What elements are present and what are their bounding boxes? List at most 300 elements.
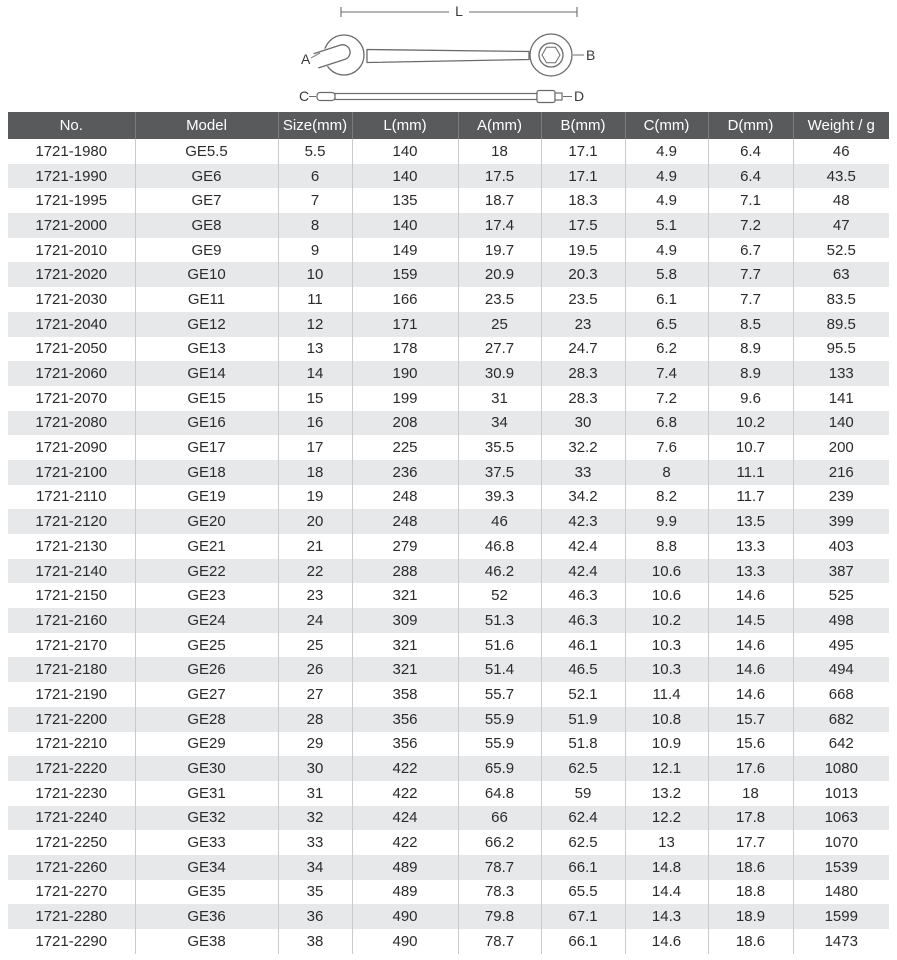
table-cell: 17.1: [541, 164, 625, 189]
table-cell: 30: [541, 411, 625, 436]
table-cell: 18.3: [541, 188, 625, 213]
column-header: B(mm): [541, 112, 625, 139]
table-cell: 66: [458, 806, 541, 831]
table-cell: 1721-2030: [35, 290, 108, 308]
table-cell: GE18: [135, 460, 278, 485]
table-cell: 14.6: [708, 583, 793, 608]
dim-label-length: L: [454, 3, 463, 19]
table-cell: 9: [278, 238, 352, 263]
table-cell: 62.4: [541, 806, 625, 831]
table-cell: GE28: [135, 707, 278, 732]
table-cell: 42.3: [541, 509, 625, 534]
table-cell: 1721-2130: [35, 537, 108, 555]
table-cell: GE14: [135, 361, 278, 386]
wrench-spec-table: [8, 112, 889, 954]
table-cell: 1721-2000: [35, 216, 108, 234]
table-cell: GE36: [135, 904, 278, 929]
table-cell: 35: [278, 880, 352, 905]
table-cell: 18: [708, 781, 793, 806]
table-cell: 248: [352, 485, 458, 510]
table-cell: 190: [352, 361, 458, 386]
table-row: [8, 707, 889, 732]
table-cell: 490: [352, 929, 458, 954]
table-cell: 64.8: [458, 781, 541, 806]
table-cell: 5.5: [278, 139, 352, 164]
table-row: [8, 262, 889, 287]
table-cell: 1721-1995: [35, 192, 108, 210]
table-cell: 403: [793, 534, 889, 559]
table-cell: 135: [352, 188, 458, 213]
table-cell: 13.3: [708, 559, 793, 584]
wrench-side-view: [317, 91, 562, 103]
table-cell: 1013: [793, 781, 889, 806]
table-cell: GE8: [135, 213, 278, 238]
table-row: [8, 806, 889, 831]
table-row: [8, 830, 889, 855]
table-cell: 7.1: [708, 188, 793, 213]
table-cell: 15.7: [708, 707, 793, 732]
table-cell: GE30: [135, 756, 278, 781]
table-cell: 1721-2170: [35, 636, 108, 654]
table-cell: 13.2: [625, 781, 708, 806]
table-cell: 1480: [793, 880, 889, 905]
table-cell: GE23: [135, 583, 278, 608]
table-cell: GE29: [135, 732, 278, 757]
table-cell: 18.6: [708, 929, 793, 954]
table-cell: 17.5: [458, 164, 541, 189]
table-cell: 10.8: [625, 707, 708, 732]
table-row: [8, 756, 889, 781]
table-cell: 26: [278, 657, 352, 682]
table-cell: 24.7: [541, 337, 625, 362]
table-cell: 10.3: [625, 633, 708, 658]
table-cell: 6: [278, 164, 352, 189]
table-cell: 78.7: [458, 929, 541, 954]
table-cell: 46: [793, 139, 889, 164]
column-header: L(mm): [352, 112, 458, 139]
table-cell: GE6: [135, 164, 278, 189]
table-cell: 7.2: [708, 213, 793, 238]
table-cell: 46.5: [541, 657, 625, 682]
column-header: D(mm): [708, 112, 793, 139]
table-cell: 27.7: [458, 337, 541, 362]
table-cell: 20: [278, 509, 352, 534]
wrench-diagram-svg: [279, 0, 619, 112]
table-cell: 59: [541, 781, 625, 806]
table-cell: 6.7: [708, 238, 793, 263]
table-cell: 236: [352, 460, 458, 485]
table-cell: 8.9: [708, 361, 793, 386]
table-cell: 1721-2260: [35, 858, 108, 876]
table-cell: GE7: [135, 188, 278, 213]
table-cell: 682: [793, 707, 889, 732]
table-cell: 32.2: [541, 435, 625, 460]
table-cell: 309: [352, 608, 458, 633]
table-cell: 642: [793, 732, 889, 757]
table-cell: 14: [278, 361, 352, 386]
table-cell: 14.6: [625, 929, 708, 954]
wrench-top-view: [307, 34, 571, 76]
table-cell: 1721-2070: [35, 389, 108, 407]
table-cell: 248: [352, 509, 458, 534]
column-header: C(mm): [625, 112, 708, 139]
table-cell: 89.5: [793, 312, 889, 337]
table-cell: 7.2: [625, 386, 708, 411]
table-cell: 66.1: [541, 929, 625, 954]
table-cell: 37.5: [458, 460, 541, 485]
table-cell: 55.9: [458, 732, 541, 757]
table-cell: 66.2: [458, 830, 541, 855]
table-cell: GE38: [135, 929, 278, 954]
table-cell: 31: [458, 386, 541, 411]
table-cell: 422: [352, 756, 458, 781]
table-cell: 216: [793, 460, 889, 485]
table-row: [8, 633, 889, 658]
table-cell: 24: [278, 608, 352, 633]
table-cell: 1721-2160: [35, 611, 108, 629]
table-cell: 356: [352, 732, 458, 757]
table-cell: 51.4: [458, 657, 541, 682]
table-cell: GE32: [135, 806, 278, 831]
table-cell: 35.5: [458, 435, 541, 460]
table-cell: 8.8: [625, 534, 708, 559]
table-cell: 34: [458, 411, 541, 436]
table-cell: 20.3: [541, 262, 625, 287]
table-cell: 31: [278, 781, 352, 806]
table-cell: 1721-1990: [35, 167, 108, 185]
table-cell: 29: [278, 732, 352, 757]
table-cell: GE34: [135, 855, 278, 880]
table-cell: 34: [278, 855, 352, 880]
table-cell: 11.1: [708, 460, 793, 485]
table-cell: 63: [793, 262, 889, 287]
table-cell: 8: [278, 213, 352, 238]
table-cell: 52.1: [541, 682, 625, 707]
table-cell: 33: [541, 460, 625, 485]
table-row: [8, 386, 889, 411]
table-cell: GE24: [135, 608, 278, 633]
table-cell: 1721-2040: [35, 315, 108, 333]
table-cell: 5.1: [625, 213, 708, 238]
table-cell: 14.3: [625, 904, 708, 929]
table-cell: 17.7: [708, 830, 793, 855]
table-cell: 10.3: [625, 657, 708, 682]
table-cell: 1721-2050: [35, 340, 108, 358]
table-cell: 10.6: [625, 583, 708, 608]
table-cell: GE31: [135, 781, 278, 806]
table-cell: 8.5: [708, 312, 793, 337]
table-cell: 13.5: [708, 509, 793, 534]
table-cell: 489: [352, 880, 458, 905]
table-cell: 1721-2240: [35, 809, 108, 827]
table-cell: 19.5: [541, 238, 625, 263]
table-cell: 356: [352, 707, 458, 732]
table-cell: GE15: [135, 386, 278, 411]
table-row: [8, 139, 889, 164]
table-cell: 16: [278, 411, 352, 436]
table-cell: 42.4: [541, 534, 625, 559]
table-cell: 1599: [793, 904, 889, 929]
table-cell: 15: [278, 386, 352, 411]
table-cell: 1721-2200: [35, 710, 108, 728]
table-cell: GE5.5: [135, 139, 278, 164]
table-cell: 200: [793, 435, 889, 460]
table-cell: 7.6: [625, 435, 708, 460]
table-row: [8, 534, 889, 559]
table-cell: 1721-2060: [35, 365, 108, 383]
table-cell: 27: [278, 682, 352, 707]
table-cell: 47: [793, 213, 889, 238]
table-cell: 6.1: [625, 287, 708, 312]
table-cell: 1721-2250: [35, 834, 108, 852]
table-cell: 43.5: [793, 164, 889, 189]
table-cell: 1721-2020: [35, 266, 108, 284]
table-cell: GE27: [135, 682, 278, 707]
table-cell: 18: [278, 460, 352, 485]
table-cell: 10.7: [708, 435, 793, 460]
table-cell: 78.7: [458, 855, 541, 880]
table-cell: 83.5: [793, 287, 889, 312]
table-cell: 23.5: [458, 287, 541, 312]
table-cell: 46.8: [458, 534, 541, 559]
table-cell: 133: [793, 361, 889, 386]
dim-label-open-end-width: A: [300, 51, 310, 67]
table-row: [8, 312, 889, 337]
table-cell: 51.6: [458, 633, 541, 658]
table-cell: 95.5: [793, 337, 889, 362]
table-cell: 208: [352, 411, 458, 436]
table-cell: 62.5: [541, 756, 625, 781]
table-cell: 1721-2100: [35, 463, 108, 481]
table-cell: 668: [793, 682, 889, 707]
table-cell: 25: [458, 312, 541, 337]
table-cell: 55.7: [458, 682, 541, 707]
table-cell: 22: [278, 559, 352, 584]
wrench-dimension-diagram: [0, 0, 897, 112]
table-cell: 4.9: [625, 139, 708, 164]
table-cell: 30: [278, 756, 352, 781]
table-cell: 6.5: [625, 312, 708, 337]
table-cell: 10: [278, 262, 352, 287]
table-row: [8, 435, 889, 460]
table-cell: 9.9: [625, 509, 708, 534]
table-cell: GE21: [135, 534, 278, 559]
table-cell: 18.7: [458, 188, 541, 213]
table-row: [8, 164, 889, 189]
table-cell: 18.8: [708, 880, 793, 905]
table-cell: 7.7: [708, 262, 793, 287]
table-cell: 46.1: [541, 633, 625, 658]
table-cell: 14.6: [708, 633, 793, 658]
table-cell: 1721-2220: [35, 760, 108, 778]
table-cell: 6.2: [625, 337, 708, 362]
table-cell: 7.7: [708, 287, 793, 312]
table-cell: 19: [278, 485, 352, 510]
dim-label-ring-end-width: B: [585, 47, 595, 63]
table-cell: 13: [278, 337, 352, 362]
table-cell: 14.4: [625, 880, 708, 905]
table-cell: 498: [793, 608, 889, 633]
table-cell: 199: [352, 386, 458, 411]
table-row: [8, 509, 889, 534]
table-cell: 51.9: [541, 707, 625, 732]
table-cell: GE10: [135, 262, 278, 287]
table-cell: 11.4: [625, 682, 708, 707]
table-cell: 55.9: [458, 707, 541, 732]
table-cell: 1721-2150: [35, 587, 108, 605]
table-row: [8, 781, 889, 806]
table-cell: 17: [278, 435, 352, 460]
table-cell: 52.5: [793, 238, 889, 263]
table-cell: 9.6: [708, 386, 793, 411]
table-cell: 1721-2080: [35, 414, 108, 432]
table-cell: 4.9: [625, 164, 708, 189]
table-cell: 6.4: [708, 164, 793, 189]
table-cell: 23: [278, 583, 352, 608]
table-cell: 171: [352, 312, 458, 337]
table-cell: 10.2: [625, 608, 708, 633]
table-cell: 13.3: [708, 534, 793, 559]
table-row: [8, 188, 889, 213]
table-cell: 166: [352, 287, 458, 312]
table-cell: 51.3: [458, 608, 541, 633]
table-row: [8, 460, 889, 485]
table-cell: 52: [458, 583, 541, 608]
table-cell: 18.6: [708, 855, 793, 880]
table-cell: 17.6: [708, 756, 793, 781]
table-cell: GE19: [135, 485, 278, 510]
table-header: [8, 112, 889, 139]
table-cell: GE13: [135, 337, 278, 362]
table-cell: 288: [352, 559, 458, 584]
table-cell: GE9: [135, 238, 278, 263]
table-cell: 51.8: [541, 732, 625, 757]
table-cell: 46.3: [541, 608, 625, 633]
table-cell: 42.4: [541, 559, 625, 584]
table-cell: 490: [352, 904, 458, 929]
table-cell: 14.6: [708, 657, 793, 682]
column-header: Size(mm): [278, 112, 352, 139]
table-cell: 46.3: [541, 583, 625, 608]
table-cell: 4.9: [625, 238, 708, 263]
table-cell: 11: [278, 287, 352, 312]
table-cell: GE35: [135, 880, 278, 905]
table-cell: 18: [458, 139, 541, 164]
table-cell: 140: [352, 213, 458, 238]
table-cell: 225: [352, 435, 458, 460]
header-row: [8, 112, 889, 139]
table-cell: 28: [278, 707, 352, 732]
table-cell: 1063: [793, 806, 889, 831]
table-cell: 1721-2180: [35, 661, 108, 679]
table-cell: 17.1: [541, 139, 625, 164]
table-row: [8, 904, 889, 929]
table-cell: 14.8: [625, 855, 708, 880]
table-cell: 38: [278, 929, 352, 954]
table-cell: 46.2: [458, 559, 541, 584]
table-cell: 495: [793, 633, 889, 658]
table-cell: 1721-2270: [35, 883, 108, 901]
table-row: [8, 361, 889, 386]
table-cell: 66.1: [541, 855, 625, 880]
table-cell: 1721-2120: [35, 513, 108, 531]
table-row: [8, 682, 889, 707]
table-cell: 28.3: [541, 386, 625, 411]
table-cell: 21: [278, 534, 352, 559]
table-cell: 321: [352, 633, 458, 658]
table-cell: 17.8: [708, 806, 793, 831]
table-cell: 387: [793, 559, 889, 584]
table-cell: 321: [352, 657, 458, 682]
table-cell: 62.5: [541, 830, 625, 855]
table-cell: 239: [793, 485, 889, 510]
table-cell: 1070: [793, 830, 889, 855]
table-cell: GE12: [135, 312, 278, 337]
table-cell: 65.9: [458, 756, 541, 781]
table-cell: GE26: [135, 657, 278, 682]
table-cell: 321: [352, 583, 458, 608]
table-cell: 1721-2090: [35, 439, 108, 457]
table-cell: 1721-2280: [35, 908, 108, 926]
table-row: [8, 657, 889, 682]
table-cell: GE22: [135, 559, 278, 584]
table-cell: 149: [352, 238, 458, 263]
column-header: No.: [8, 112, 135, 139]
table-cell: 140: [793, 411, 889, 436]
table-cell: 12: [278, 312, 352, 337]
table-cell: 141: [793, 386, 889, 411]
table-cell: 11.7: [708, 485, 793, 510]
table-cell: 7.4: [625, 361, 708, 386]
table-cell: 525: [793, 583, 889, 608]
table-cell: 12.2: [625, 806, 708, 831]
table-cell: 10.2: [708, 411, 793, 436]
table-row: [8, 732, 889, 757]
table-cell: 36: [278, 904, 352, 929]
table-cell: 1539: [793, 855, 889, 880]
table-cell: 15.6: [708, 732, 793, 757]
table-cell: 23: [541, 312, 625, 337]
table-cell: 6.4: [708, 139, 793, 164]
table-row: [8, 337, 889, 362]
table-cell: GE17: [135, 435, 278, 460]
table-cell: 1473: [793, 929, 889, 954]
table-cell: 1721-1980: [35, 142, 108, 160]
table-cell: 65.5: [541, 880, 625, 905]
table-cell: GE25: [135, 633, 278, 658]
table-cell: 1721-2290: [35, 932, 108, 950]
table-cell: 79.8: [458, 904, 541, 929]
column-header: Model: [135, 112, 278, 139]
table-cell: 4.9: [625, 188, 708, 213]
table-cell: 1721-2010: [35, 241, 108, 259]
table-cell: 5.8: [625, 262, 708, 287]
table-cell: 34.2: [541, 485, 625, 510]
table-cell: 17.5: [541, 213, 625, 238]
table-row: [8, 929, 889, 954]
table-row: [8, 608, 889, 633]
column-header: A(mm): [458, 112, 541, 139]
table-cell: 8: [625, 460, 708, 485]
table-cell: 33: [278, 830, 352, 855]
table-row: [8, 559, 889, 584]
table-row: [8, 583, 889, 608]
table-cell: 140: [352, 139, 458, 164]
table-cell: 67.1: [541, 904, 625, 929]
table-cell: 78.3: [458, 880, 541, 905]
table-cell: 8.2: [625, 485, 708, 510]
table-row: [8, 855, 889, 880]
